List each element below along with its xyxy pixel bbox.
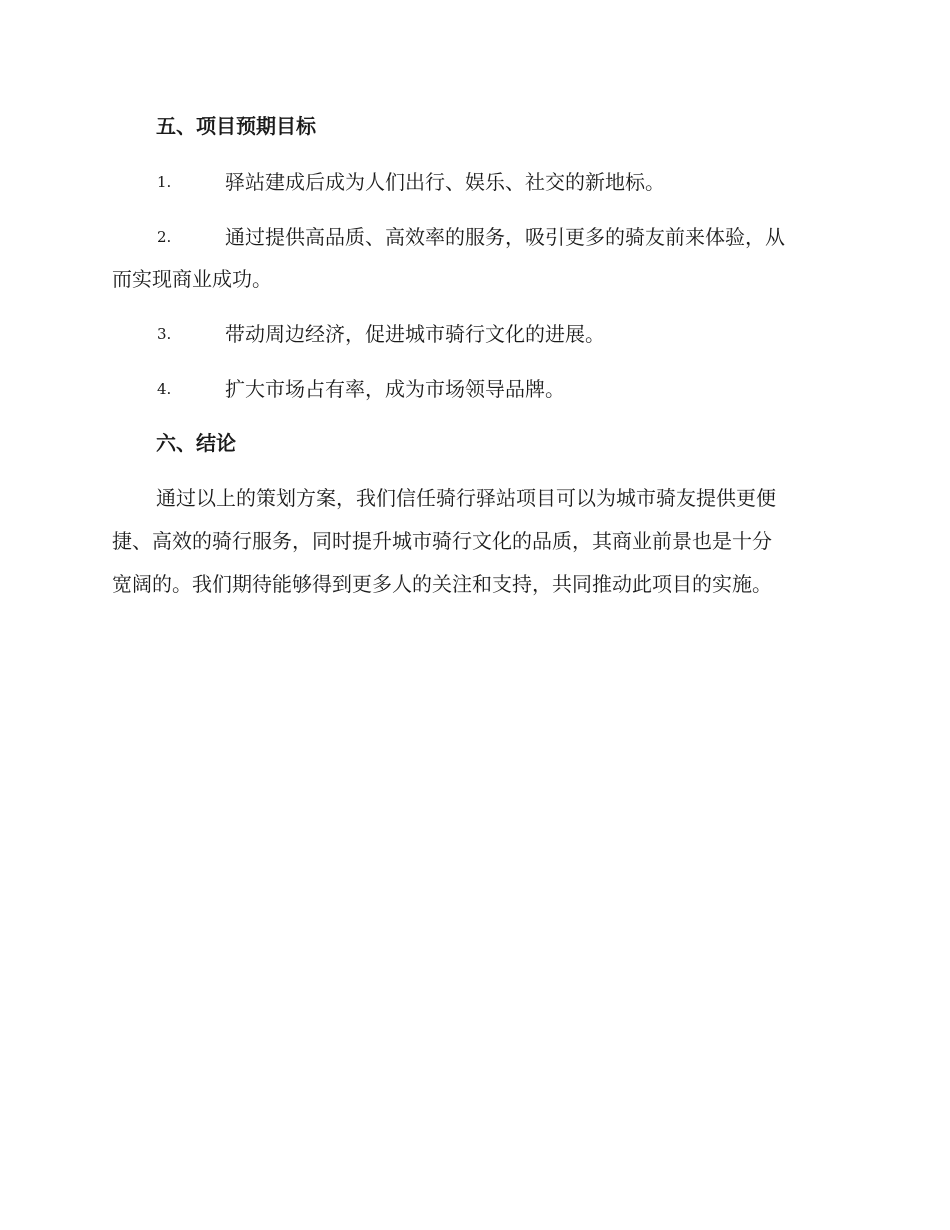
list-item-number: 3. — [157, 325, 172, 343]
list-item-text: 带动周边经济，促进城市骑行文化的进展。 — [225, 322, 605, 346]
conclusion-paragraph-line: 捷、高效的骑行服务，同时提升城市骑行文化的品质，其商业前景也是十分 — [112, 529, 772, 553]
conclusion-paragraph-line: 宽阔的。我们期待能够得到更多人的关注和支持，共同推动此项目的实施。 — [112, 572, 772, 596]
section-heading-goals: 五、项目预期目标 — [156, 114, 316, 138]
section-heading-conclusion: 六、结论 — [156, 431, 236, 455]
list-item-number: 2. — [157, 228, 172, 246]
list-item-text: 通过提供高品质、高效率的服务，吸引更多的骑友前来体验，从 — [225, 225, 785, 249]
list-item-text-continued: 而实现商业成功。 — [112, 267, 272, 291]
list-item-text: 驿站建成后成为人们出行、娱乐、社交的新地标。 — [225, 170, 665, 194]
list-item-number: 4. — [157, 380, 172, 398]
conclusion-paragraph-line: 通过以上的策划方案，我们信任骑行驿站项目可以为城市骑友提供更便 — [156, 486, 776, 510]
list-item-number: 1. — [157, 173, 172, 191]
list-item-text: 扩大市场占有率，成为市场领导品牌。 — [225, 377, 565, 401]
